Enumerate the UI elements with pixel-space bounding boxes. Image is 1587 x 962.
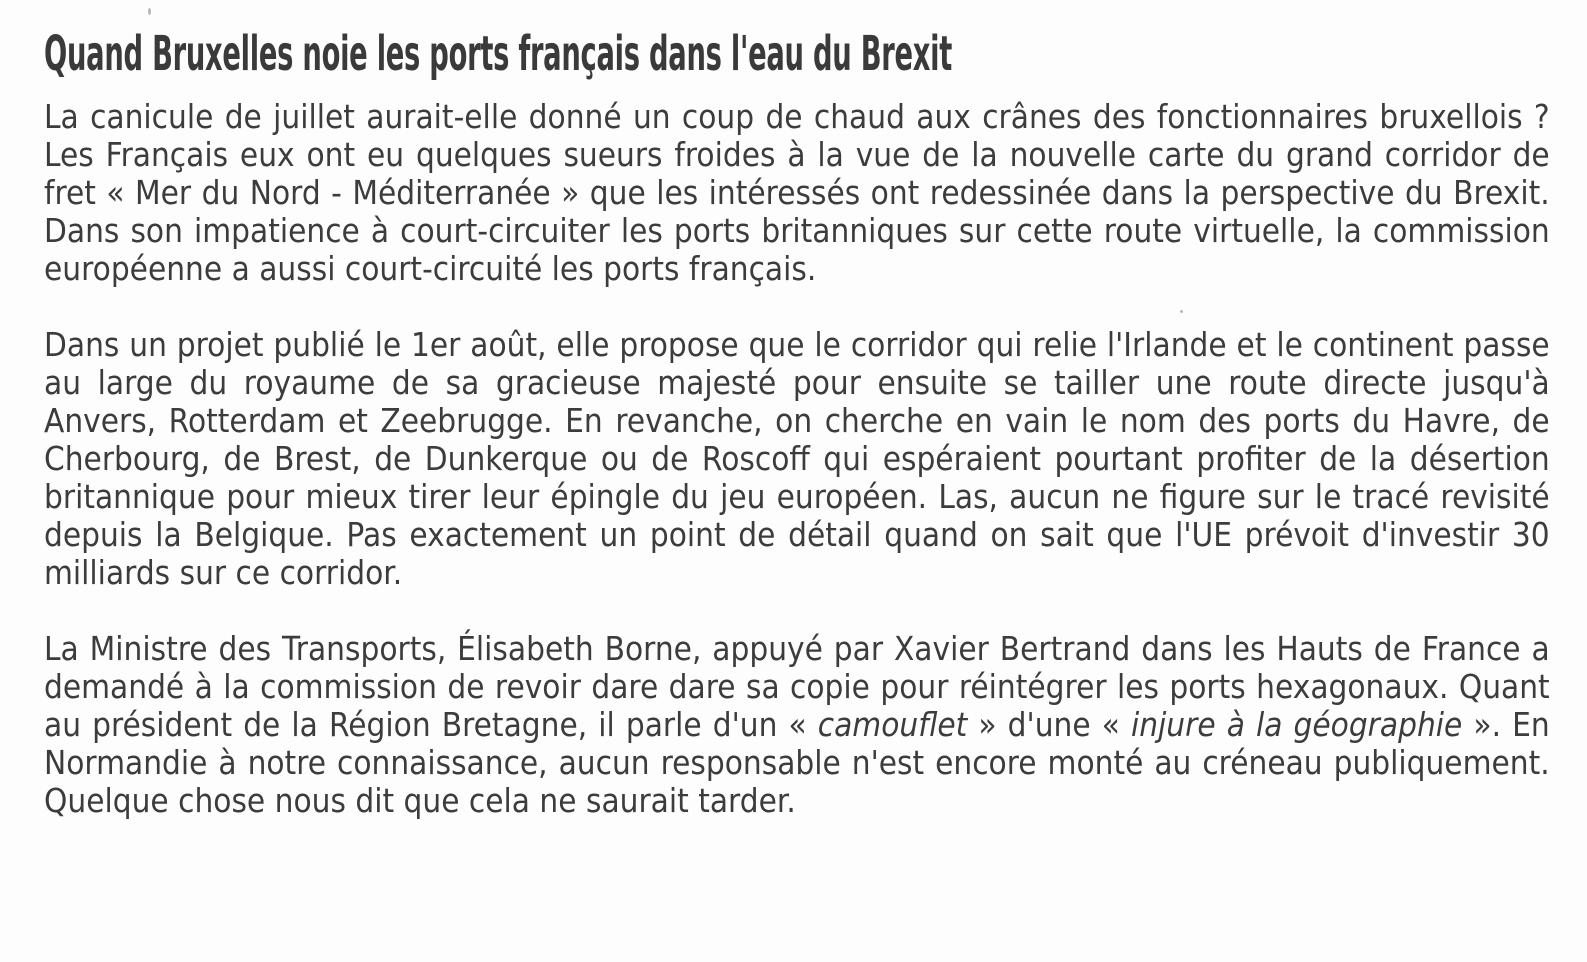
paragraph-3-text-a: La Ministre des Transports, Élisabeth Borne, appuyé par Xavier Bertrand dans les Hauts de France a demandé à la commission de revoir dare dare sa copie pour réintégrer les ports hexagonaux. Quant au président de la Région Bretagne, il parle d'un « bbox=[44, 629, 1550, 744]
article-paragraph-2: Dans un projet publié le 1er août, elle propose que le corridor qui relie l'Irlande et le continent passe au large du royaume de sa gracieuse majesté pour ensuite se tailler une route directe jusqu'à Anvers, Rotterdam et Zeebrugge. En revanche, on cherche en vain le nom des ports du Havre, de Cherbourg, de Brest, de Dunkerque ou de Roscoff qui espéraient pourtant profiter de la désertion britannique pour mieux tirer leur épingle du jeu européen. Las, aucun ne figure sur le tracé revisité depuis la Belgique. Pas exactement un point de détail quand on sait que l'UE prévoit d'investir 30 milliards sur ce corridor. bbox=[44, 325, 1550, 592]
article-body bbox=[44, 98, 1550, 820]
paragraph-3-text-c: ». En Normandie à notre connaissance, aucun responsable n'est encore monté au créneau publiquement. Quelque chose nous dit que cela ne saurait tarder. bbox=[44, 705, 1550, 820]
quote-injure-geographie: injure à la géographie bbox=[1130, 705, 1463, 744]
quote-camouflet: camouflet bbox=[817, 705, 968, 744]
article-paragraph-1: La canicule de juillet aurait-elle donné un coup de chaud aux crânes des fonctionnaires bruxellois ? Les Français eux ont eu quelques sueurs froides à la vue de la nouvelle carte du grand corridor de fret « Mer du Nord - Méditerranée » que les intéressés ont redessinée dans la perspective du Brexit. Dans son impatience à court-circuiter les ports britanniques sur cette route virtuelle, la commission européenne a aussi court-circuité les ports français. bbox=[44, 97, 1550, 288]
paragraph-3-text-b: » d'une « bbox=[967, 705, 1131, 744]
article bbox=[44, 18, 1550, 820]
article-paragraph-3 bbox=[44, 630, 1550, 820]
article-headline: Quand Bruxelles noie les ports français dans l'eau du Brexit bbox=[44, 26, 953, 82]
scan-speck bbox=[148, 8, 151, 15]
